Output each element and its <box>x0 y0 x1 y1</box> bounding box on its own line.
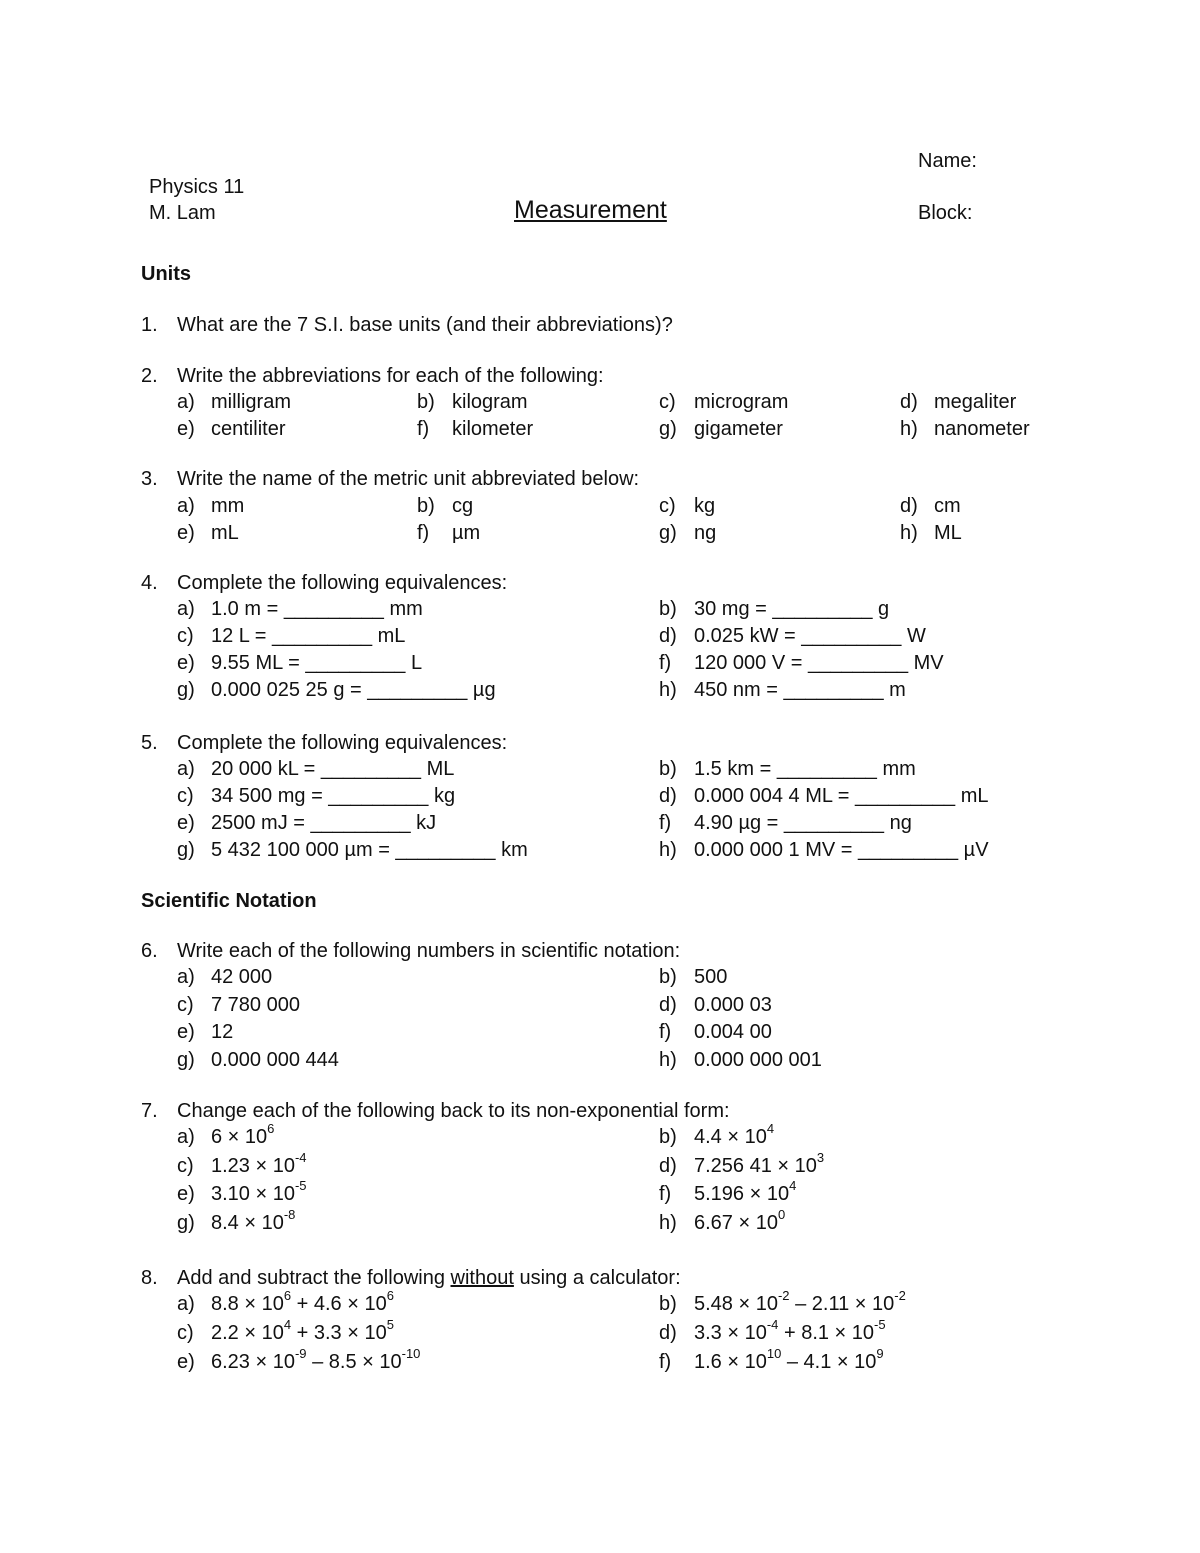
question-3-text: Write the name of the metric unit abbreviated below: <box>177 468 640 490</box>
teacher-label: M. Lam <box>149 202 216 224</box>
answer-item: ML <box>934 522 962 544</box>
item-letter: c) <box>659 391 676 413</box>
item-letter: a) <box>177 495 195 517</box>
item-letter: c) <box>659 495 676 517</box>
answer-item: 4.90 µg = _________ ng <box>694 812 912 834</box>
exponent: 0 <box>777 1207 786 1223</box>
item-letter: h) <box>659 1212 677 1234</box>
item-letter: a) <box>177 1293 195 1315</box>
item-letter: f) <box>417 522 430 544</box>
item-letter: b) <box>659 1293 677 1315</box>
item-letter: g) <box>659 522 677 544</box>
item-letter: c) <box>177 625 194 647</box>
exponent: -8 <box>283 1207 296 1223</box>
exponent: -9 <box>294 1346 307 1362</box>
answer-item: 0.000 004 4 ML = _________ mL <box>694 785 989 807</box>
question-5-text: Complete the following equivalences: <box>177 732 508 754</box>
answer-item: $2.2 \times 10^4 + 3.3 \times 10^5$ <box>211 1317 394 1344</box>
answer-item: µm <box>452 522 481 544</box>
item-letter: a) <box>177 598 195 620</box>
item-letter: d) <box>659 1322 677 1344</box>
exponent: 10 <box>766 1346 782 1362</box>
question-number: 4. <box>141 572 158 594</box>
answer-item: $5.196 \times 10^4$ <box>694 1178 797 1205</box>
answer-item: 0.004 00 <box>694 1021 772 1043</box>
item-letter: c) <box>177 1155 194 1177</box>
item-letter: b) <box>659 966 677 988</box>
answer-item: 120 000 V = _________ MV <box>694 652 944 674</box>
item-letter: f) <box>659 1021 672 1043</box>
item-letter: g) <box>177 839 195 861</box>
item-letter: d) <box>659 785 677 807</box>
question-number: 6. <box>141 940 158 962</box>
question-1-text: What are the 7 S.I. base units (and their abbreviations)? <box>177 314 673 336</box>
exponent: 3 <box>816 1150 825 1166</box>
question-8-text: Add and subtract the following without using a calculator: <box>177 1267 681 1289</box>
exponent: 6 <box>283 1288 292 1304</box>
course-label: Physics 11 <box>149 176 245 198</box>
item-letter: g) <box>177 1212 195 1234</box>
answer-item: $4.4 \times 10^4$ <box>694 1121 775 1148</box>
answer-item: 500 <box>694 966 728 988</box>
item-letter: c) <box>177 785 194 807</box>
item-letter: a) <box>177 1126 195 1148</box>
item-letter: e) <box>177 1351 195 1373</box>
item-letter: e) <box>177 652 195 674</box>
item-letter: c) <box>177 994 194 1016</box>
answer-item: 1.0 m = _________ mm <box>211 598 423 620</box>
question-4-text: Complete the following equivalences: <box>177 572 508 594</box>
answer-item: 0.000 000 444 <box>211 1049 339 1071</box>
answer-item: 34 500 mg = _________ kg <box>211 785 456 807</box>
answer-item: 0.000 000 001 <box>694 1049 822 1071</box>
item-letter: d) <box>900 391 918 413</box>
answer-item: microgram <box>694 391 789 413</box>
answer-item: 7.256 $41 \times 10^3$ <box>694 1150 825 1177</box>
section-sci-heading: Scientific Notation <box>141 890 317 912</box>
answer-item: ng <box>694 522 717 544</box>
answer-item: 12 <box>211 1021 234 1043</box>
name-label: Name: <box>918 150 977 172</box>
item-letter: c) <box>177 1322 194 1344</box>
question-number: 3. <box>141 468 158 490</box>
question-number: 5. <box>141 732 158 754</box>
exponent: 4 <box>789 1178 797 1194</box>
exponent: -5 <box>874 1317 886 1333</box>
item-letter: g) <box>177 679 195 701</box>
item-letter: g) <box>177 1049 195 1071</box>
answer-item: $5.48 \times 10^{-2} - 2.11 \times 10^{-2}$ <box>694 1288 906 1315</box>
answer-item: 5 432 100 000 µm = _________ km <box>211 839 528 861</box>
item-letter: e) <box>177 522 195 544</box>
answer-item: gigameter <box>694 418 783 440</box>
answer-item: 42 000 <box>211 966 273 988</box>
question-number: 7. <box>141 1100 158 1122</box>
exponent: -5 <box>294 1178 307 1194</box>
answer-item: 0.025 kW = _________ W <box>694 625 926 647</box>
answer-item: $8.4 \times 10^{-8}$ <box>211 1207 296 1234</box>
exponent: 4 <box>283 1317 292 1333</box>
item-letter: a) <box>177 758 195 780</box>
question-number: 2. <box>141 365 158 387</box>
exponent: -4 <box>294 1150 307 1166</box>
answer-item: 9.55 ML = _________ L <box>211 652 423 674</box>
item-letter: b) <box>417 495 435 517</box>
item-letter: d) <box>900 495 918 517</box>
item-letter: b) <box>659 598 677 620</box>
item-letter: h) <box>900 522 918 544</box>
item-letter: f) <box>659 652 672 674</box>
answer-item: 30 mg = _________ g <box>694 598 890 620</box>
item-letter: b) <box>659 1126 677 1148</box>
exponent: 9 <box>876 1346 884 1362</box>
exponent: -2 <box>777 1288 790 1304</box>
answer-item: 7 780 000 <box>211 994 300 1016</box>
answer-item: $1.23 \times 10^{-4}$ <box>211 1150 307 1177</box>
item-letter: e) <box>177 812 195 834</box>
answer-item: mL <box>211 522 239 544</box>
item-letter: b) <box>659 758 677 780</box>
item-letter: h) <box>659 1049 677 1071</box>
item-letter: e) <box>177 1021 195 1043</box>
item-letter: d) <box>659 1155 677 1177</box>
item-letter: h) <box>900 418 918 440</box>
answer-item: kilogram <box>452 391 528 413</box>
question-7-text: Change each of the following back to its non-exponential form: <box>177 1100 730 1122</box>
item-letter: e) <box>177 1183 195 1205</box>
exponent: -4 <box>766 1317 779 1333</box>
answer-item: $6 \times 10^6$ <box>211 1121 275 1148</box>
exponent: 4 <box>766 1121 775 1137</box>
answer-item: 0.000 000 1 MV = _________ µV <box>694 839 989 861</box>
answer-item: $3.3 \times 10^{-4} + 8.1 \times 10^{-5}$ <box>694 1317 886 1344</box>
exponent: -10 <box>401 1346 421 1362</box>
exponent: 6 <box>267 1121 275 1137</box>
answer-item: milligram <box>211 391 291 413</box>
answer-item: 0.000 025 25 g = _________ µg <box>211 679 496 701</box>
answer-item: $6.67 \times 10^0$ <box>694 1207 786 1234</box>
answer-item: cg <box>452 495 474 517</box>
answer-item: 2500 mJ = _________ kJ <box>211 812 437 834</box>
item-letter: a) <box>177 391 195 413</box>
answer-item: 12 L = _________ mL <box>211 625 406 647</box>
question-6-text: Write each of the following numbers in scientific notation: <box>177 940 681 962</box>
exponent: -2 <box>894 1288 906 1304</box>
page-title: Measurement <box>514 196 667 224</box>
item-letter: f) <box>659 1351 672 1373</box>
answer-item: 1.5 km = _________ mm <box>694 758 916 780</box>
question-2-text: Write the abbreviations for each of the following: <box>177 365 604 387</box>
item-letter: h) <box>659 839 677 861</box>
answer-item: mm <box>211 495 245 517</box>
answer-item: $6.23 \times 10^{-9} - 8.5 \times 10^{-10}$ <box>211 1346 421 1373</box>
block-label: Block: <box>918 202 973 224</box>
item-letter: b) <box>417 391 435 413</box>
exponent: 6 <box>386 1288 394 1304</box>
question-number: 1. <box>141 314 158 336</box>
answer-item: $3.10 \times 10^{-5}$ <box>211 1178 307 1205</box>
answer-item: centiliter <box>211 418 286 440</box>
item-letter: g) <box>659 418 677 440</box>
item-letter: h) <box>659 679 677 701</box>
answer-item: megaliter <box>934 391 1017 413</box>
answer-item: $8.8 \times 10^6 + 4.6 \times 10^6$ <box>211 1288 394 1315</box>
answer-item: 450 nm = _________ m <box>694 679 906 701</box>
answer-item: cm <box>934 495 961 517</box>
item-letter: f) <box>417 418 430 440</box>
question-number: 8. <box>141 1267 158 1289</box>
answer-item: 0.000 03 <box>694 994 772 1016</box>
item-letter: e) <box>177 418 195 440</box>
answer-item: kilometer <box>452 418 534 440</box>
answer-item: nanometer <box>934 418 1030 440</box>
answer-item: $1.6 \times 10^{10} - 4.1 \times 10^9$ <box>694 1346 884 1373</box>
exponent: 5 <box>386 1317 394 1333</box>
item-letter: d) <box>659 625 677 647</box>
section-units-heading: Units <box>141 263 191 285</box>
answer-item: kg <box>694 495 716 517</box>
item-letter: d) <box>659 994 677 1016</box>
item-letter: f) <box>659 1183 672 1205</box>
item-letter: a) <box>177 966 195 988</box>
answer-item: 20 000 kL = _________ ML <box>211 758 455 780</box>
item-letter: f) <box>659 812 672 834</box>
